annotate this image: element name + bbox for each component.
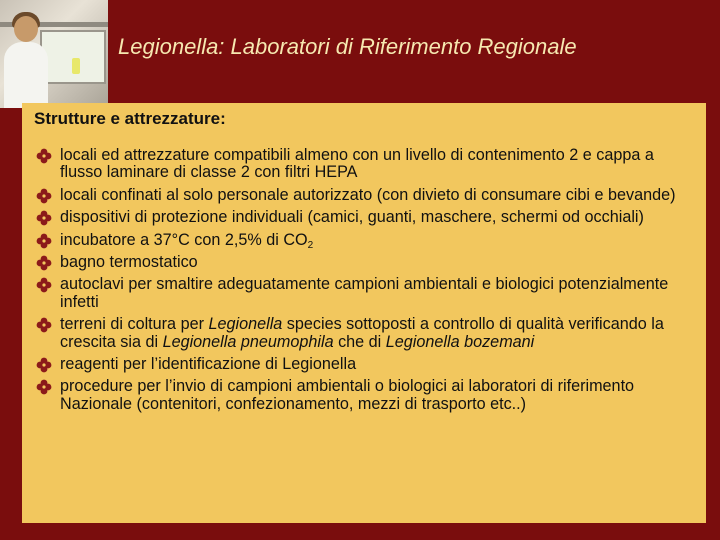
item-lead: locali <box>60 146 97 164</box>
diamond-clover-bullet-icon <box>36 210 52 226</box>
diamond-clover-bullet-icon <box>36 233 52 249</box>
diamond-clover-bullet-icon <box>36 188 52 204</box>
list-item: dispositivi di protezione individuali (camici, guanti, maschere, schermi od occhiali) <box>34 209 696 226</box>
list-item: reagenti per l’identificazione di Legionella <box>34 356 696 373</box>
item-lead: attrezzature compatibili <box>123 146 291 164</box>
item-lead: dispositivi di protezione individuali <box>60 208 303 227</box>
item-lead: bagno termostatico <box>60 253 198 272</box>
list-item: terreni di coltura per Legionella species sottoposti a controllo di qualità verificando la crescita sia di Legionella pneumophila che di Legionella bozemani <box>34 316 696 351</box>
item-lead: locali confinati <box>60 185 162 204</box>
bullet-list <box>34 147 696 413</box>
list-item: locali confinati al solo personale autorizzato (con divieto di consumare cibi e bevande) <box>34 187 696 204</box>
diamond-clover-bullet-icon <box>36 317 52 333</box>
panel-heading: Strutture e attrezzature: <box>34 109 226 128</box>
diamond-clover-bullet-icon <box>36 379 52 395</box>
item-lead: incubatore <box>60 230 136 249</box>
item-lead: procedure <box>60 377 133 396</box>
list-item: locali ed attrezzature compatibili almeno con un livello di contenimento 2 e cappa a flusso laminare di classe 2 con filtri HEPA <box>34 147 696 182</box>
item-lead: terreni di coltura <box>60 315 177 334</box>
slide-title: Legionella: Laboratori di Riferimento Regionale <box>118 34 577 59</box>
list-item: incubatore a 37°C con 2,5% di $CO_2$ <box>34 232 696 249</box>
list-item: procedure per l’invio di campioni ambientali o biologici ai laboratori di riferimento Nazionale (contenitori, confezionamento, mezzi di trasporto etc..) <box>34 378 696 413</box>
lab-technician-photo <box>0 0 108 108</box>
diamond-clover-bullet-icon <box>36 255 52 271</box>
item-lead: reagenti <box>60 355 119 374</box>
list-item <box>34 254 696 271</box>
content-panel <box>22 103 706 523</box>
list-item: autoclavi per smaltire adeguatamente campioni ambientali e biologici potenzialmente infetti <box>34 276 696 311</box>
diamond-clover-bullet-icon <box>36 277 52 293</box>
diamond-clover-bullet-icon <box>36 357 52 373</box>
diamond-clover-bullet-icon <box>36 148 52 164</box>
item-lead: autoclavi <box>60 275 124 294</box>
